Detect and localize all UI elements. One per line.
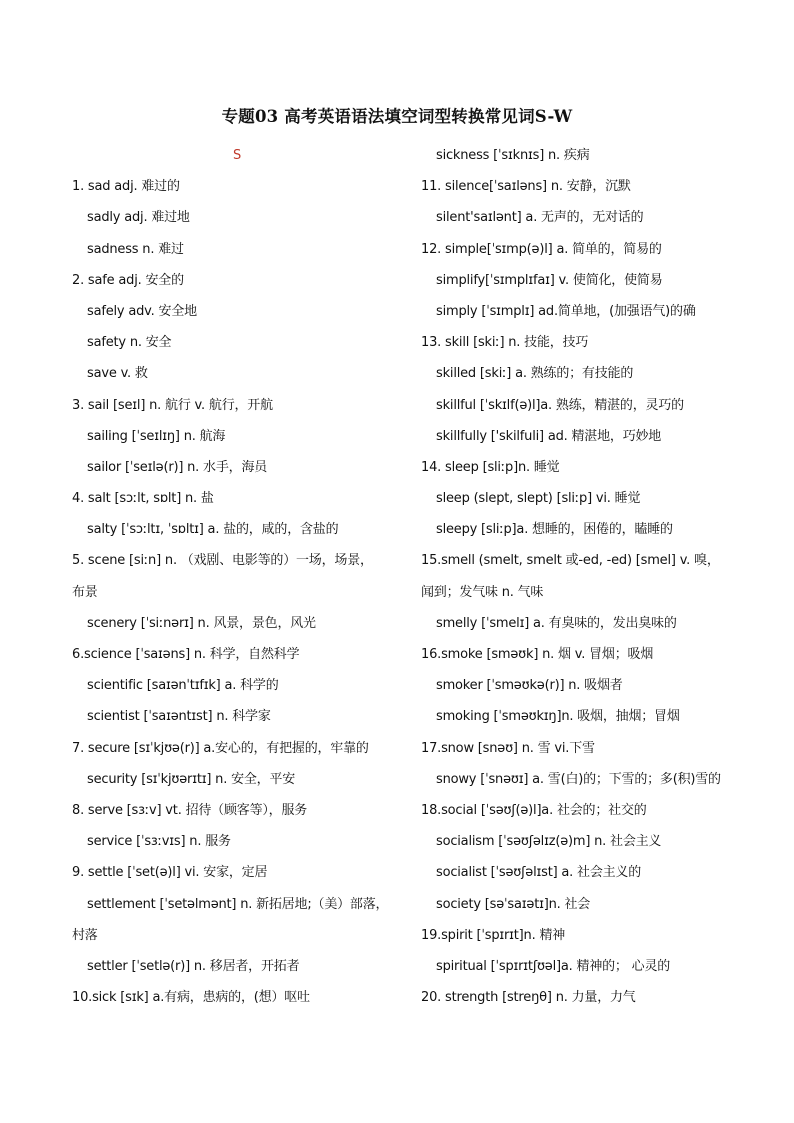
vocab-line: scenery [ˈsiːnərɪ] n. 风景，景色，风光 [87, 615, 316, 631]
vocab-line: sadness n. 难过 [87, 241, 184, 257]
vocab-line: 18.social [ˈsəʊʃ(ə)l]a. 社会的；社交的 [421, 802, 647, 818]
vocab-line: scientific [saɪənˈtɪfɪk] a. 科学的 [87, 678, 279, 694]
vocab-line: 15.smell (smelt, smelt 或-ed, -ed) [smel] v. 嗅， [421, 553, 720, 569]
vocab-line: simplify[ˈsɪmplɪfaɪ] v. 使简化，使简易 [436, 272, 663, 288]
vocab-line: skillful [ˈskɪlf(ə)l]a. 熟练，精湛的，灵巧的 [436, 397, 684, 413]
vocab-line: smoker [ˈsməʊkə(r)] n. 吸烟者 [436, 678, 623, 694]
vocab-line: 6.science [ˈsaɪəns] n. 科学，自然科学 [72, 647, 300, 662]
vocab-line: socialism [ˈsəʊʃəlɪz(ə)m] n. 社会主义 [436, 834, 662, 850]
vocab-line: service [ˈsɜːvɪs] n. 服务 [87, 834, 231, 850]
vocab-line: sailing [ˈseɪlɪŋ] n. 航海 [87, 428, 226, 444]
vocab-line: save v. 救 [87, 366, 148, 382]
vocab-line: socialist [ˈsəʊʃəlɪst] a. 社会主义的 [436, 865, 642, 881]
vocab-line: safely adv. 安全地 [87, 303, 197, 319]
vocab-line: scientist [ˈsaɪəntɪst] n. 科学家 [87, 709, 271, 725]
vocab-line: sleep (slept, slept) [sliːp] vi. 睡觉 [436, 491, 641, 507]
vocab-line: snowy [ˈsnəʊɪ] a. 雪(白)的；下雪的；多(积)雪的 [436, 771, 721, 787]
vocab-line: 14. sleep [sliːp]n. 睡觉 [421, 459, 560, 475]
vocab-line: spiritual [ˈspɪrɪtʃʊəl]a. 精神的； 心灵的 [436, 958, 671, 974]
vocab-line: sickness [ˈsɪknɪs] n. 疾病 [436, 148, 590, 163]
vocab-line: 布景 [72, 584, 98, 600]
vocab-line: 17.snow [snəʊ] n. 雪 vi.下雪 [421, 740, 595, 756]
vocab-line: 16.smoke [sməʊk] n. 烟 v. 冒烟；吸烟 [421, 647, 654, 662]
vocab-line: settlement [ˈsetəlmənt] n. 新拓居地;（美）部落， [87, 896, 389, 912]
vocab-line: 4. salt [sɔːlt, sɒlt] n. 盐 [72, 491, 214, 507]
vocab-line: smelly [ˈsmelɪ] a. 有臭味的，发出臭味的 [436, 615, 677, 631]
vocab-line: skillfully ['skilfuli] ad. 精湛地，巧妙地 [436, 428, 662, 444]
document-title: 专题03 高考英语语法填空词型转换常见词S-W [221, 107, 573, 126]
vocab-line: 1. sad adj. 难过的 [72, 179, 180, 195]
vocab-line: settler [ˈsetlə(r)] n. 移居者，开拓者 [87, 958, 300, 974]
vocab-line: S [232, 148, 242, 163]
vocab-line: 13. skill [skiː] n. 技能，技巧 [421, 335, 589, 351]
vocab-line: 7. secure [sɪˈkjʊə(r)] a.安心的，有把握的，牢靠的 [72, 740, 369, 756]
vocab-line: society [səˈsaɪətɪ]n. 社会 [436, 896, 591, 912]
vocab-line: skilled [skiː] a. 熟练的；有技能的 [436, 366, 634, 382]
vocab-line: 8. serve [sɜːv] vt. 招待（顾客等），服务 [72, 802, 308, 818]
vocab-line: sailor [ˈseɪlə(r)] n. 水手，海员 [87, 459, 268, 475]
vocab-line: 10.sick [sɪk] a.有病，患病的，(想）呕吐 [72, 990, 310, 1006]
vocab-line: simply [ˈsɪmplɪ] ad.简单地，(加强语气)的确 [436, 303, 696, 319]
vocab-line: 村落 [72, 927, 98, 943]
vocab-line: security [sɪˈkjʊərɪtɪ] n. 安全，平安 [87, 771, 296, 787]
vocab-line: smoking [ˈsməʊkɪŋ]n. 吸烟，抽烟；冒烟 [436, 709, 680, 725]
vocab-line: 5. scene [siːn] n. （戏剧、电影等的）一场，场景， [72, 553, 373, 569]
left-column [72, 140, 402, 1013]
vocab-line: safety n. 安全 [87, 335, 172, 351]
right-column [421, 140, 751, 1013]
vocab-line: sleepy [sliːp]a. 想睡的，困倦的，瞌睡的 [436, 522, 673, 538]
vocab-line: 3. sail [seɪl] n. 航行 v. 航行，开航 [72, 397, 273, 413]
vocab-line: silent'saɪlənt] a. 无声的，无对话的 [436, 210, 644, 226]
vocab-line: 11. silence[ˈsaɪləns] n. 安静，沉默 [421, 179, 631, 195]
vocab-line: salty [ˈsɔːltɪ, ˈsɒltɪ] a. 盐的，咸的，含盐的 [87, 522, 339, 538]
vocab-line: 12. simple[ˈsɪmp(ə)l] a. 简单的，简易的 [421, 241, 662, 257]
vocab-line: 20. strength [streŋθ] n. 力量，力气 [421, 990, 636, 1006]
vocab-line: 2. safe adj. 安全的 [72, 272, 184, 288]
vocab-line: 闻到；发气味 n. 气味 [421, 584, 544, 600]
vocab-line: 19.spirit [ˈspɪrɪt]n. 精神 [421, 927, 566, 943]
vocab-line: sadly adj. 难过地 [87, 210, 190, 226]
vocab-line: 9. settle [ˈset(ə)l] vi. 安家，定居 [72, 865, 268, 881]
